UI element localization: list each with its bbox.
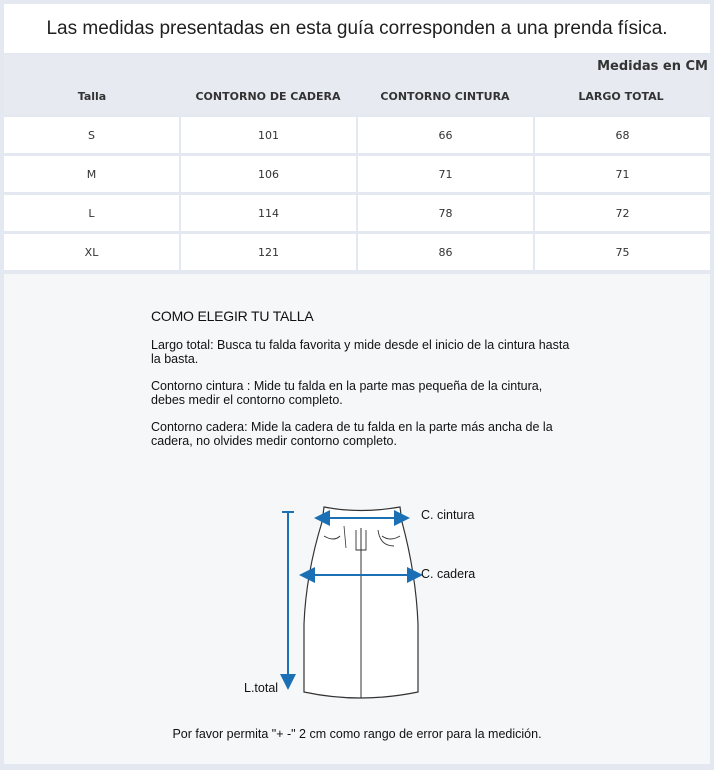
disclaimer-text: Las medidas presentadas en esta guía corresponden a una prenda física. [46,17,668,39]
paragraph-largo-total: Largo total: Busca tu falda favorita y mide desde el inicio de la cintura hasta la basta. [151,338,570,366]
cell-cintura: 78 [358,195,533,231]
cell-cintura: 86 [358,234,533,270]
header-contorno-cadera: CONTORNO DE CADERA [195,90,341,103]
cell-largo: 75 [535,234,710,270]
cell-cadera: 101 [181,117,356,153]
how-to-measure-section [4,274,710,764]
cell-largo: 68 [535,117,710,153]
cell-cadera: 114 [181,195,356,231]
cell-largo: 72 [535,195,710,231]
skirt-illustration [304,507,418,698]
table-row [4,156,710,192]
cell-cadera: 121 [181,234,356,270]
cell-largo: 71 [535,156,710,192]
hip-label: C. cadera [421,567,476,581]
cell-cintura: 66 [358,117,533,153]
skirt-measure-diagram [4,274,710,764]
paragraph-contorno-cintura: Contorno cintura : Mide tu falda en la parte mas pequeña de la cintura, debes medir el contorno completo. [151,379,543,407]
header-talla: Talla [77,90,107,103]
unit-note: Medidas en CM [597,59,708,74]
table-row [4,234,710,270]
paragraph-contorno-cadera: Contorno cadera: Mide la cadera de tu falda en la parte más ancha de la cadera, no olvides medir contorno completo. [151,420,553,448]
header-contorno-cintura: CONTORNO CINTURA [380,90,510,103]
table-row [4,117,710,153]
waist-label: C. cintura [421,508,475,522]
guide-title: COMO ELEGIR TU TALLA [151,308,314,324]
error-margin-note: Por favor permita "+ -" 2 cm como rango de error para la medición. [172,727,542,741]
disclaimer-banner [4,4,710,53]
length-label: L.total [244,681,279,695]
size-table-header [4,55,710,115]
cell-talla: L [4,195,179,231]
cell-cadera: 106 [181,156,356,192]
table-row [4,195,710,231]
cell-talla: M [4,156,179,192]
cell-talla: XL [4,234,179,270]
cell-cintura: 71 [358,156,533,192]
cell-talla: S [4,117,179,153]
header-largo-total: LARGO TOTAL [578,90,664,103]
